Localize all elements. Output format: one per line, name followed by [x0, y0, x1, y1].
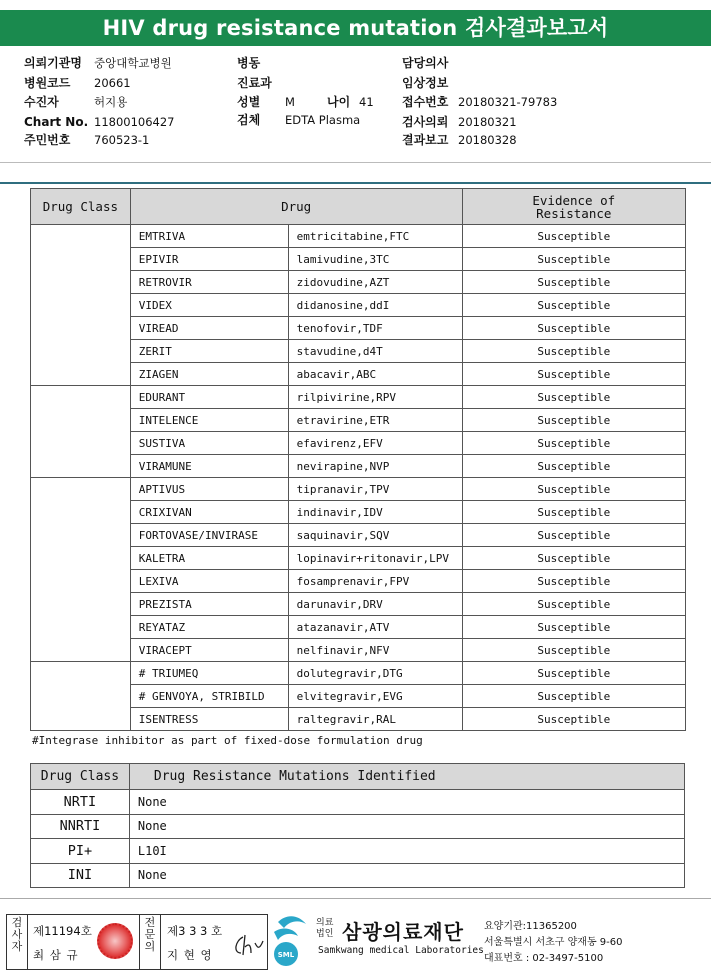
table-header-row: [31, 764, 685, 790]
table-row: [31, 386, 686, 409]
drug-generic-cell: fosamprenavir,FPV: [288, 570, 462, 593]
info-resident-no: 주민번호 760523-1: [24, 133, 150, 147]
lab-name: 삼광의료재단: [342, 920, 464, 944]
table-header-row: [31, 189, 686, 225]
table-row: [31, 790, 685, 815]
info-hospital: 의뢰기관명 중앙대학교병원: [24, 56, 172, 70]
footnote: #Integrase inhibitor as part of fixed-dose formulation drug: [32, 734, 423, 747]
table-row: [31, 662, 686, 685]
drug-generic-cell: etravirine,ETR: [288, 409, 462, 432]
sml-logo-icon: [272, 914, 312, 968]
resistance-result-cell: Susceptible: [462, 340, 685, 363]
drug-brand-cell: FORTOVASE/INVIRASE: [130, 524, 288, 547]
drug-brand-cell: # GENVOYA, STRIBILD: [130, 685, 288, 708]
drug-generic-cell: zidovudine,AZT: [288, 271, 462, 294]
resistance-result-cell: Susceptible: [462, 708, 685, 731]
header-drug: Drug: [130, 189, 462, 225]
drug-brand-cell: ISENTRESS: [130, 708, 288, 731]
drug-generic-cell: elvitegravir,EVG: [288, 685, 462, 708]
resistance-result-cell: Susceptible: [462, 271, 685, 294]
info-sex: 성별 M: [237, 95, 295, 109]
table-row: [31, 863, 685, 888]
drug-generic-cell: stavudine,d4T: [288, 340, 462, 363]
drug-brand-cell: ZIAGEN: [130, 363, 288, 386]
separator: [160, 915, 161, 969]
drug-generic-cell: rilpivirine,RPV: [288, 386, 462, 409]
drug-generic-cell: nelfinavir,NFV: [288, 639, 462, 662]
drug-brand-cell: EDURANT: [130, 386, 288, 409]
drug-generic-cell: raltegravir,RAL: [288, 708, 462, 731]
drug-class-cell: [31, 225, 131, 386]
info-doctor: 담당의사: [402, 56, 449, 70]
footer-divider: [0, 898, 711, 899]
resistance-result-cell: Susceptible: [462, 409, 685, 432]
header-mutations: Drug Resistance Mutations Identified: [129, 764, 684, 790]
drug-generic-cell: lamivudine,3TC: [288, 248, 462, 271]
drug-brand-cell: VIREAD: [130, 317, 288, 340]
resistance-result-cell: Susceptible: [462, 294, 685, 317]
info-chart-no: Chart No. 11800106427: [24, 115, 175, 129]
drug-brand-cell: VIRACEPT: [130, 639, 288, 662]
resistance-result-cell: Susceptible: [462, 524, 685, 547]
info-report-date: 결과보고 20180328: [402, 133, 517, 147]
drug-brand-cell: EPIVIR: [130, 248, 288, 271]
drug-generic-cell: efavirenz,EFV: [288, 432, 462, 455]
drug-brand-cell: VIDEX: [130, 294, 288, 317]
header-drug-class: Drug Class: [31, 189, 131, 225]
resistance-result-cell: Susceptible: [462, 386, 685, 409]
resistance-result-cell: Susceptible: [462, 455, 685, 478]
drug-generic-cell: saquinavir,SQV: [288, 524, 462, 547]
inspector-name: 최 삼 규: [33, 948, 79, 962]
resistance-result-cell: Susceptible: [462, 501, 685, 524]
resistance-result-cell: Susceptible: [462, 248, 685, 271]
resistance-result-cell: Susceptible: [462, 685, 685, 708]
info-clinical: 임상정보: [402, 76, 449, 90]
drug-generic-cell: nevirapine,NVP: [288, 455, 462, 478]
mutation-class: PI+: [31, 839, 130, 864]
drug-brand-cell: SUSTIVA: [130, 432, 288, 455]
drug-resistance-table: [30, 188, 686, 731]
inspector-label: 검사자: [11, 916, 23, 953]
drug-brand-cell: # TRIUMEQ: [130, 662, 288, 685]
lab-logo: [272, 914, 708, 972]
resistance-result-cell: Susceptible: [462, 225, 685, 248]
specialist-label: 전문의: [144, 916, 156, 953]
lab-phone: 대표번호 : 02-3497-5100: [484, 953, 604, 964]
drug-generic-cell: tipranavir,TPV: [288, 478, 462, 501]
resistance-result-cell: Susceptible: [462, 662, 685, 685]
resistance-result-cell: Susceptible: [462, 547, 685, 570]
resistance-result-cell: Susceptible: [462, 363, 685, 386]
info-patient-name: 수진자 허지용: [24, 95, 128, 109]
drug-brand-cell: CRIXIVAN: [130, 501, 288, 524]
signature-box: [6, 914, 268, 970]
drug-generic-cell: abacavir,ABC: [288, 363, 462, 386]
table-row: [31, 814, 685, 839]
drug-brand-cell: LEXIVA: [130, 570, 288, 593]
logo-mark-text: SML: [277, 951, 295, 959]
lab-name-en: Samkwang medical Laboratories: [318, 945, 484, 956]
drug-brand-cell: REYATAZ: [130, 616, 288, 639]
info-specimen: 검체 EDTA Plasma: [237, 113, 361, 127]
inspector-number: 제11194호: [33, 924, 92, 938]
info-request-date: 검사의뢰 20180321: [402, 115, 517, 129]
info-accession-no: 접수번호 20180321-79783: [402, 95, 558, 109]
resistance-result-cell: Susceptible: [462, 639, 685, 662]
mutation-class: NNRTI: [31, 814, 130, 839]
mutation-class: NRTI: [31, 790, 130, 815]
drug-generic-cell: lopinavir+ritonavir,LPV: [288, 547, 462, 570]
mutation-class: INI: [31, 863, 130, 888]
table-row: [31, 839, 685, 864]
drug-brand-cell: VIRAMUNE: [130, 455, 288, 478]
drug-brand-cell: EMTRIVA: [130, 225, 288, 248]
resistance-result-cell: Susceptible: [462, 432, 685, 455]
drug-brand-cell: INTELENCE: [130, 409, 288, 432]
official-seal-icon: [97, 923, 133, 959]
drug-generic-cell: atazanavir,ATV: [288, 616, 462, 639]
drug-class-cell: [31, 386, 131, 478]
info-age: 나이 41: [327, 95, 374, 109]
resistance-result-cell: Susceptible: [462, 478, 685, 501]
table-row: [31, 478, 686, 501]
drug-brand-cell: APTIVUS: [130, 478, 288, 501]
divider-accent: [0, 182, 711, 184]
mutations-table: [30, 763, 685, 888]
report-title: HIV drug resistance mutation 검사결과보고서: [0, 10, 711, 46]
drug-generic-cell: tenofovir,TDF: [288, 317, 462, 340]
specialist-name: 지 현 영: [167, 948, 213, 962]
table-row: [31, 225, 686, 248]
logo-corp-label: 의료 법인: [316, 918, 334, 939]
drug-class-cell: [31, 662, 131, 731]
drug-brand-cell: ZERIT: [130, 340, 288, 363]
lab-code: 요양기관:11365200: [484, 921, 577, 932]
drug-brand-cell: RETROVIR: [130, 271, 288, 294]
separator: [27, 915, 28, 969]
mutation-value: L10I: [129, 839, 684, 864]
mutation-value: None: [129, 814, 684, 839]
drug-table-body: [31, 225, 686, 731]
signature-icon: [229, 933, 265, 957]
mutation-value: None: [129, 790, 684, 815]
specialist-number: 제3 3 3 호: [167, 924, 223, 938]
mutation-value: None: [129, 863, 684, 888]
info-ward: 병동: [237, 56, 261, 70]
drug-generic-cell: didanosine,ddI: [288, 294, 462, 317]
divider: [0, 162, 711, 163]
drug-generic-cell: indinavir,IDV: [288, 501, 462, 524]
resistance-result-cell: Susceptible: [462, 317, 685, 340]
lab-address: 서울특별시 서초구 양재동 9-60: [484, 937, 623, 948]
drug-brand-cell: PREZISTA: [130, 593, 288, 616]
drug-generic-cell: dolutegravir,DTG: [288, 662, 462, 685]
header-evidence: Evidence of Resistance: [462, 189, 685, 225]
resistance-result-cell: Susceptible: [462, 593, 685, 616]
drug-brand-cell: KALETRA: [130, 547, 288, 570]
resistance-result-cell: Susceptible: [462, 616, 685, 639]
drug-generic-cell: emtricitabine,FTC: [288, 225, 462, 248]
resistance-result-cell: Susceptible: [462, 570, 685, 593]
info-department: 진료과: [237, 76, 272, 90]
drug-generic-cell: darunavir,DRV: [288, 593, 462, 616]
header-drug-class: Drug Class: [31, 764, 130, 790]
info-hospital-code: 병원코드 20661: [24, 76, 131, 90]
drug-class-cell: [31, 478, 131, 662]
